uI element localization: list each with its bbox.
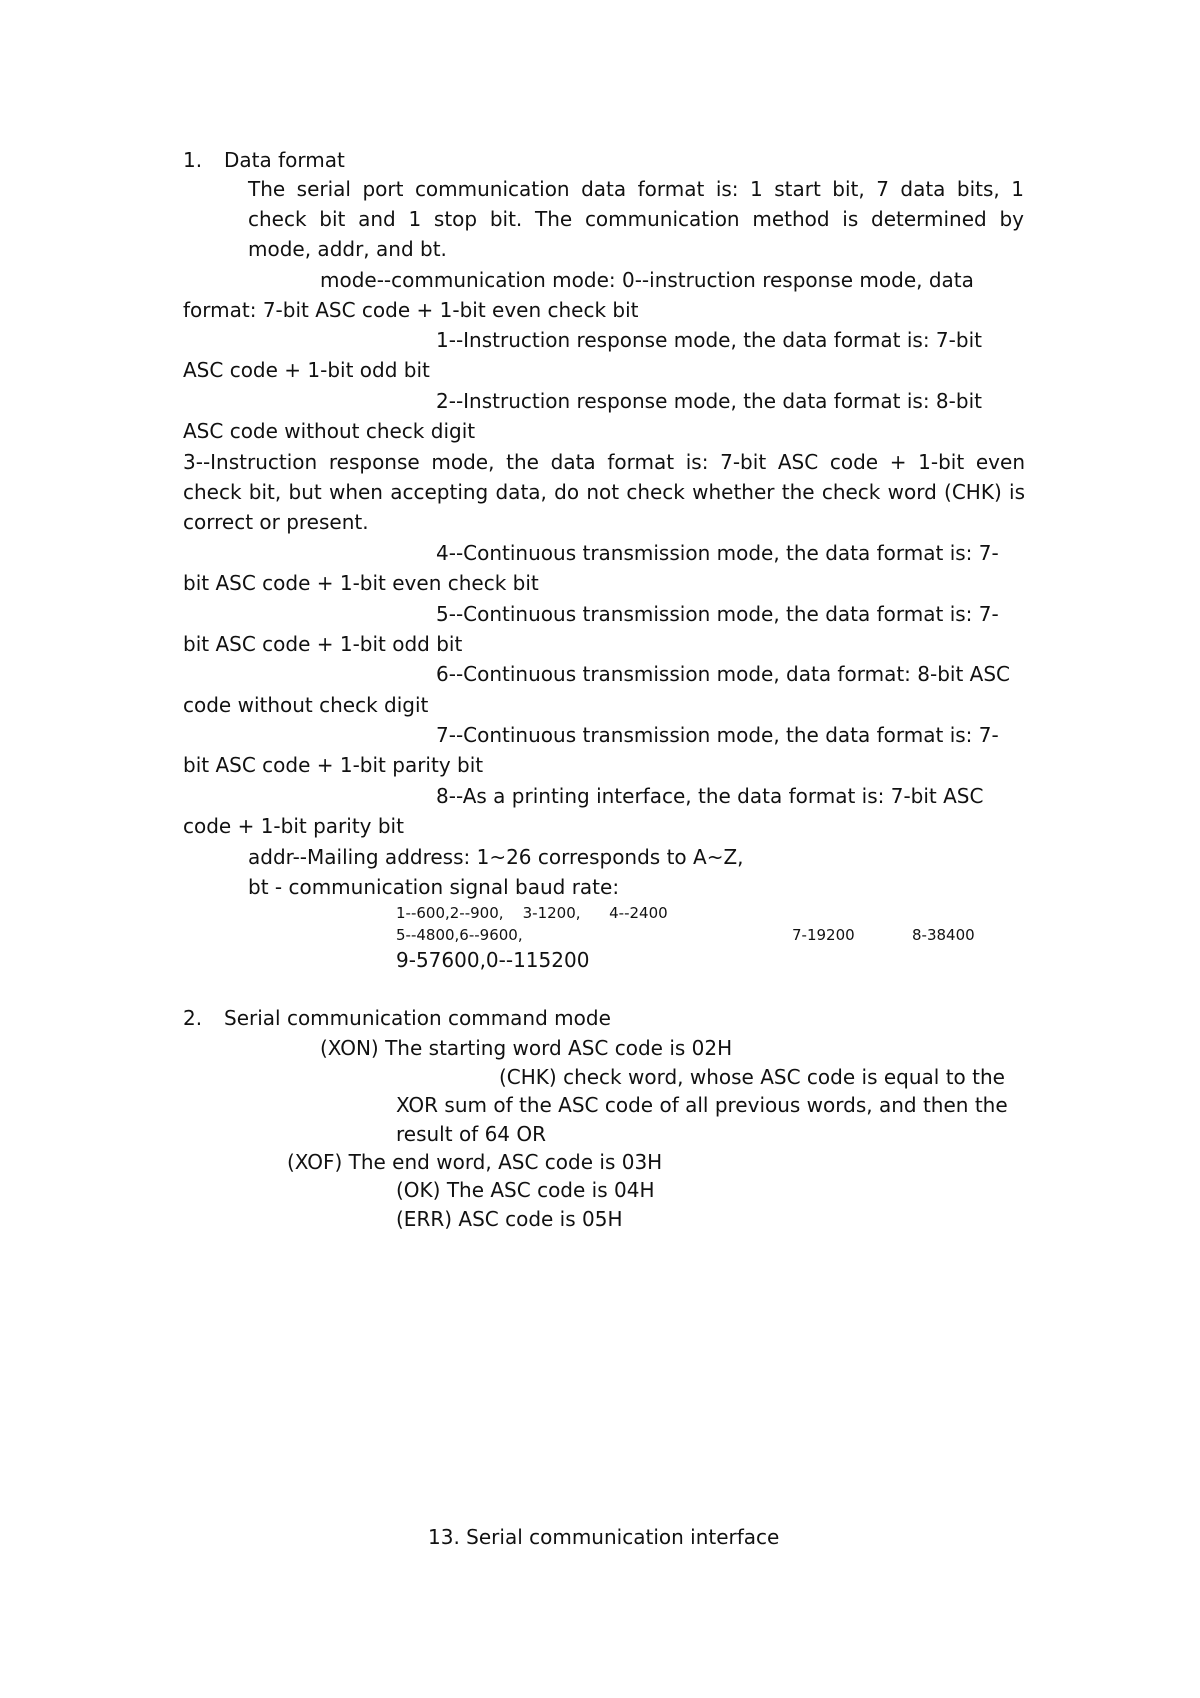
baud-row-2a: 5--4800,6--9600, — [396, 926, 523, 944]
section-1-number: 1. — [183, 148, 203, 172]
section-1-title: Data format — [224, 148, 345, 172]
baud-row-1: 1--600,2--900, 3-1200, 4--2400 — [396, 904, 668, 922]
baud-row-3: 9-57600,0--115200 — [396, 948, 590, 972]
chk-line-3: result of 64 OR — [396, 1122, 547, 1146]
intro-line-3: mode, addr, and bt. — [248, 237, 447, 261]
mode-7-line-1: 7--Continuous transmission mode, the data format is: 7- — [436, 723, 999, 747]
mode-2-line-2: ASC code without check digit — [183, 419, 476, 443]
mode-3-line-3: correct or present. — [183, 510, 369, 534]
xon-line: (XON) The starting word ASC code is 02H — [320, 1036, 733, 1060]
err-line: (ERR) ASC code is 05H — [396, 1207, 623, 1231]
baud-row-2b: 7-19200 — [792, 926, 855, 944]
mode-6-line-2: code without check digit — [183, 693, 429, 717]
mode-7-line-2: bit ASC code + 1-bit parity bit — [183, 753, 484, 777]
mode-2-line-1: 2--Instruction response mode, the data format is: 8-bit — [436, 389, 982, 413]
addr-line: addr--Mailing address: 1~26 corresponds to A~Z, — [248, 845, 744, 869]
section-2-heading — [183, 1008, 611, 1028]
mode-4-line-2: bit ASC code + 1-bit even check bit — [183, 571, 539, 595]
xof-line: (XOF) The end word, ASC code is 03H — [287, 1150, 663, 1174]
baud-row-2c: 8-38400 — [912, 926, 975, 944]
mode-1-line-2: ASC code + 1-bit odd bit — [183, 358, 430, 382]
mode-3-line-2: check bit, but when accepting data, do not check whether the check word (CHK) is — [183, 480, 1025, 504]
section-2-number: 2. — [183, 1006, 203, 1030]
mode-1-line-1: 1--Instruction response mode, the data format is: 7-bit — [436, 328, 982, 352]
intro-line-2: check bit and 1 stop bit. The communication method is determined by — [248, 207, 1024, 231]
mode-8-line-2: code + 1-bit parity bit — [183, 814, 404, 838]
baud-intro: bt - communication signal baud rate: — [248, 875, 620, 899]
mode-line-2: format: 7-bit ASC code + 1-bit even check bit — [183, 298, 639, 322]
intro-line-1: The serial port communication data format is: 1 start bit, 7 data bits, 1 — [248, 177, 1024, 201]
mode-8-line-1: 8--As a printing interface, the data format is: 7-bit ASC — [436, 784, 984, 808]
page-footer: 13. Serial communication interface — [428, 1525, 780, 1549]
chk-line-1: (CHK) check word, whose ASC code is equal to the — [499, 1065, 1005, 1089]
chk-line-2: XOR sum of the ASC code of all previous words, and then the — [396, 1093, 1008, 1117]
section-1-heading — [183, 150, 345, 170]
mode-5-line-2: bit ASC code + 1-bit odd bit — [183, 632, 463, 656]
ok-line: (OK) The ASC code is 04H — [396, 1178, 655, 1202]
mode-line-1: mode--communication mode: 0--instruction response mode, data — [320, 268, 974, 292]
mode-4-line-1: 4--Continuous transmission mode, the data format is: 7- — [436, 541, 999, 565]
mode-5-line-1: 5--Continuous transmission mode, the data format is: 7- — [436, 602, 999, 626]
mode-3-line-1: 3--Instruction response mode, the data format is: 7-bit ASC code + 1-bit even — [183, 450, 1025, 474]
section-2-title: Serial communication command mode — [224, 1006, 611, 1030]
mode-6-line-1: 6--Continuous transmission mode, data format: 8-bit ASC — [436, 662, 1010, 686]
